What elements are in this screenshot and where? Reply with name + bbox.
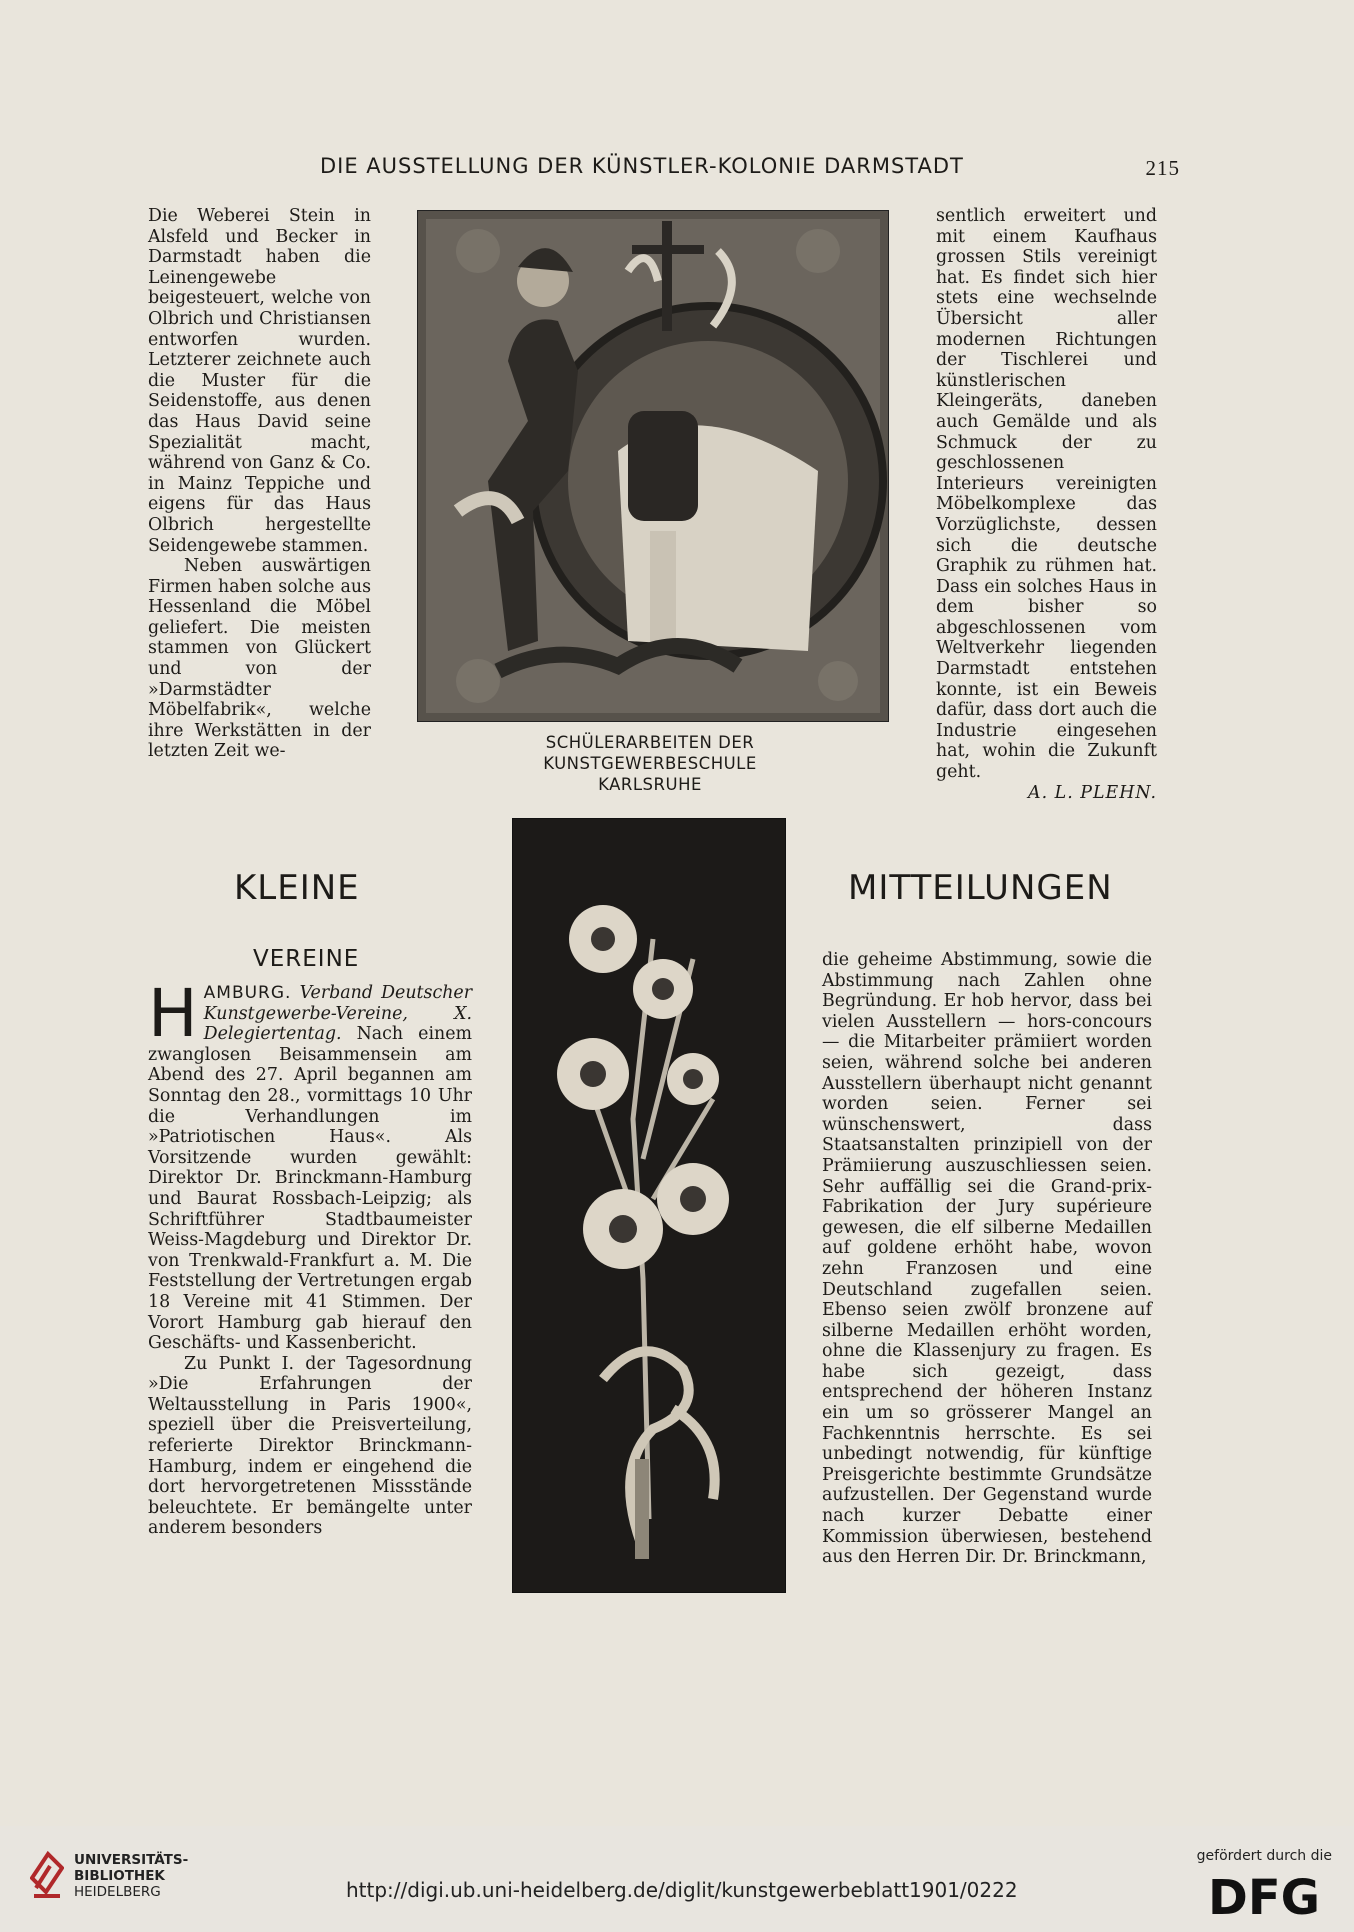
section-heading-right: MITTEILUNGEN [848,868,1113,908]
caption-line: KARLSRUHE [598,775,702,794]
subsection-heading: VEREINE [253,946,360,972]
event-title: Verband Deutscher Kunstgewerbe-Vereine, X. Delegiertentag. [203,983,473,1045]
library-name-line: UNIVERSITÄTS- [74,1852,189,1868]
library-name-line: HEIDELBERG [74,1884,161,1900]
library-emblem-icon [30,1848,64,1902]
paragraph: Die Weberei Stein in Alsfeld und Becker in Darmstadt haben die Leinengewebe beigesteuert, welche von Olbrich und Christiansen entworfen wurden. Letzterer zeichnete auch die Muster für die Seidenstoffe, aus denen das Haus David seine Spezialität macht, während von Ganz & Co. in Mainz Teppiche und eigens für das Haus Olbrich hergestellte Seidengewebe stammen. [148,206,371,556]
university-library-logo[interactable] [30,1846,200,1912]
running-header [320,154,1180,184]
illustration-student-works [417,210,889,722]
article-left-column [148,206,371,762]
viewer-footer [0,1826,1354,1932]
archer-trophy-illustration [418,211,888,721]
place-name: AMBURG. [203,983,292,1003]
illustration-flower-bouquet [512,818,786,1593]
paragraph-text: Nach einem zwanglosen Beisammensein am Abend des 27. April begannen am Sonntag den 28., vormittags 10 Uhr die Verhandlungen im »Patriotischen Haus«. Als Vorsitzende wurden gewählt: Direktor Dr. Brinckmann-Hamburg und Baurat Rossbach-Leipzig; als Schriftführer Stadtbaumeister Weiss-Magdeburg und Direktor Dr. von Trenkwald-Frankfurt a. M. Die Feststellung der Vertretungen ergab 18 Vereine mit 41 Stimmen. Der Vorort Hamburg gab hierauf den Geschäfts- und Kassenbericht. [148,1024,473,1354]
library-name [74,1852,188,1900]
sponsor-label: gefördert durch die [1196,1848,1332,1864]
drop-capital: H [148,975,198,1052]
dfg-logo-text: DFG [1208,1874,1321,1918]
flower-bouquet-illustration [513,819,785,1592]
paragraph: die geheime Abstimmung, sowie die Abstimmung nach Zahlen ohne Begründung. Er hob hervor, dass bei vielen Ausstellern — hors-concours — die Mitarbeiter prämiiert worden seien, während solche bei anderen Ausstellern überhaupt nicht genannt worden seien. Ferner sei wünschenswert, dass Staatsanstalten prinzipiell von der Prämiierung auszuschliessen seien. Sehr auffällig sei die Grand-prix-Fabrikation der Jury supérieure gewesen, die elf silberne Medaillen auf goldene erhöht habe, wovon zehn Franzosen und eine Deutschland zugefallen seien. Ebenso seien zwölf bronzene auf silberne Medaillen erhöht worden, ohne die Klassenjury zu fragen. Es habe sich gezeigt, dass entsprechend der höheren Instanz ein um so grösserer Mangel an Fachkenntnis herrschte. Es sei unbedingt notwendig, für künftige Preisgerichte bestimmte Grundsätze aufzustellen. Der Gegenstand wurde nach kurzer Debatte einer Kommission überwiesen, bestehend aus den Herren Dir. Dr. Brinckmann, [822,950,1152,1568]
header-title: DIE AUSSTELLUNG DER KÜNSTLER-KOLONIE DARMSTADT [320,154,964,178]
paragraph: Neben auswärtigen Firmen haben solche aus Hessenland die Möbel geliefert. Die meisten stammen von Glückert und von der »Darmstädter Möbelfabrik«, welche ihre Werkstätten in der letzten Zeit we- [148,556,371,762]
section-left-column [148,975,473,1539]
paragraph: Zu Punkt I. der Tagesordnung »Die Erfahrungen der Weltausstellung in Paris 1900«, speziell über die Preisverteilung, referierte Direktor Brinckmann-Hamburg, indem er eingehend die dort hervorgetretenen Missstände beleuchtete. Er bemängelte unter anderem besonders [148,1353,472,1539]
figure-caption [500,732,800,795]
paragraph: sentlich erweitert und mit einem Kaufhaus grossen Stils vereinigt hat. Es findet sich hier stets eine wechselnde Übersicht aller modernen Richtungen der Tischlerei und künstlerischen Kleingeräts, daneben auch Gemälde und als Schmuck der zu geschlossenen Interieurs vereinigten Möbelkomplexe das Vorzüglichste, dessen sich die deutsche Graphik zu rühmen hat. Dass ein solches Haus in dem bisher so abgeschlossenen vom Weltverkehr liegenden Darmstadt entstehen konnte, ist ein Beweis dafür, dass dort auch die Industrie eingesehen hat, wohin die Zukunft geht. [936,206,1157,783]
section-heading-left: KLEINE [234,868,360,908]
caption-line: SCHÜLERARBEITEN DER [545,733,755,752]
author-signature: A. L. PLEHN. [1028,782,1157,803]
permalink[interactable]: http://digi.ub.uni-heidelberg.de/diglit/kunstgewerbeblatt1901/0222 [346,1878,1018,1902]
article-right-column [936,206,1157,803]
page-number: 215 [1145,156,1180,180]
library-name-line: BIBLIOTHEK [74,1868,165,1884]
caption-line: KUNSTGEWERBESCHULE [543,754,757,773]
dfg-logo[interactable] [1208,1874,1336,1918]
section-right-column [822,950,1152,1568]
